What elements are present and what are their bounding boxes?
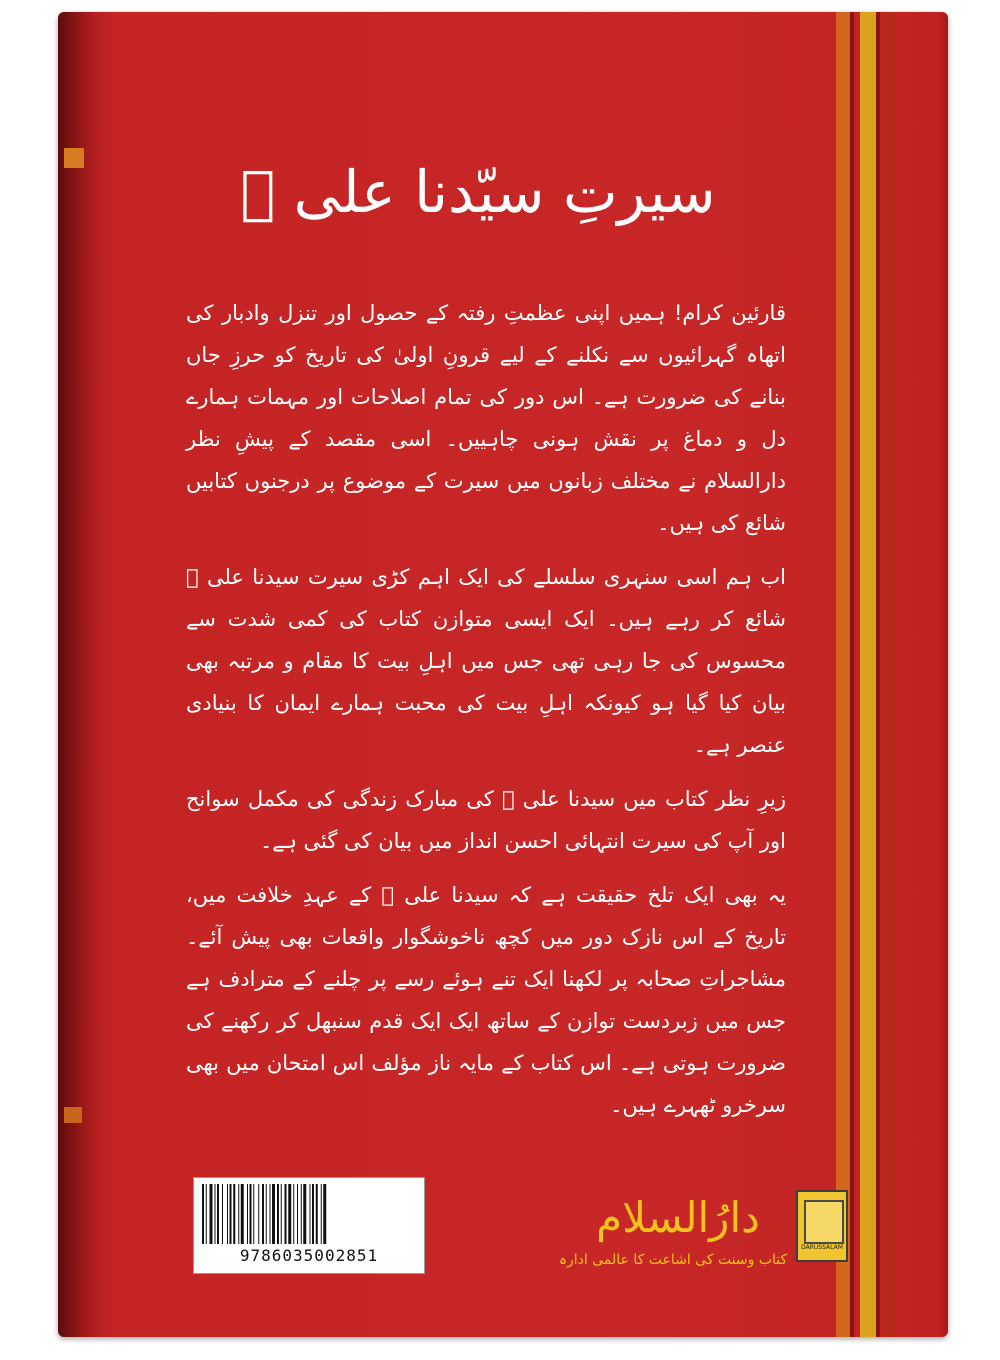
barcode-bar bbox=[206, 1184, 207, 1244]
book-title: سیرتِ سیّدنا علی ﷜ bbox=[240, 158, 716, 226]
barcode-bar bbox=[202, 1184, 204, 1244]
blurb-paragraph: یہ بھی ایک تلخ حقیقت ہے کہ سیدنا علی ﷜ کے عہدِ خلافت میں، تاریخ کے اس نازک دور میں کچھ ناخوشگوار واقعات بھی پیش آئے۔ مشاجراتِ صحابہ پر لکھنا ایک تنے ہوئے رسے پر چلنے کے مترادف ہے جس میں زبردست توازن کے ساتھ ایک ایک قدم سنبھل کر رکھنے کی ضرورت ہوتی ہے۔ اس کتاب کے مایہ ناز مؤلف اس امتحان میں بھی سرخرو ٹھہرے ہیں۔ bbox=[186, 883, 786, 1117]
decorative-stripe bbox=[876, 12, 880, 1337]
barcode-bar bbox=[253, 1184, 254, 1244]
blurb-paragraph: قارئین کرام! ہمیں اپنی عظمتِ رفتہ کے حصول اور تنزل وادبار کی اتھاہ گہرائیوں سے نکلنے کے لیے قرونِ اولیٰ کی تاریخ کو حرزِ جاں بنانے کی ضرورت ہے۔ اس دور کی تمام اصلاحات اور مہمات ہمارے دل و دماغ پر نقش ہونی چاہییں۔ اسی مقصد کے پیشِ نظر دارالسلام نے مختلف زبانوں میں سیرت کے موضوع پر درجنوں کتابیں شائع کی ہیں۔ bbox=[186, 301, 786, 535]
publisher-logo-icon bbox=[796, 1190, 848, 1262]
barcode-bar bbox=[215, 1184, 216, 1244]
barcode-bar bbox=[233, 1184, 235, 1244]
barcode-bar bbox=[293, 1184, 294, 1244]
decorative-stripe bbox=[884, 12, 896, 1337]
spine-shadow bbox=[58, 12, 98, 1337]
spine-band-lower bbox=[64, 1107, 82, 1123]
decorative-stripe bbox=[860, 12, 876, 1337]
barcode-bar bbox=[247, 1184, 248, 1244]
barcode-bar bbox=[262, 1184, 264, 1244]
spine-band bbox=[64, 148, 84, 168]
barcode-bar bbox=[321, 1184, 322, 1244]
barcode-bar bbox=[323, 1184, 326, 1244]
blurb bbox=[186, 292, 786, 1138]
barcode-bar bbox=[285, 1184, 287, 1244]
logo-emblem bbox=[804, 1200, 844, 1244]
barcode-bar bbox=[210, 1184, 213, 1244]
blurb-paragraph: اب ہم اسی سنہری سلسلے کی ایک اہم کڑی سیرت سیدنا علی ﷜ شائع کر رہے ہیں۔ ایک ایسی متوازن کتاب کی کمی شدت سے محسوس کی جا رہی تھی جس میں اہلِ بیت کا مقام و مرتبہ بھی بیان کیا گیا ہو کیونکہ اہلِ بیت کی محبت ہمارے ایمان کا بنیادی عنصر ہے۔ bbox=[186, 565, 786, 757]
barcode-bar bbox=[266, 1184, 267, 1244]
blurb-paragraph: زیرِ نظر کتاب میں سیدنا علی ﷜ کی مبارک زندگی کی مکمل سوانح اور آپ کی سیرت انتہائی احسن انداز میں بیان کی گئی ہے۔ bbox=[186, 787, 786, 853]
barcode-bar bbox=[222, 1184, 223, 1244]
barcode-bar bbox=[281, 1184, 282, 1244]
publisher-name: دارُالسلام bbox=[596, 1193, 760, 1242]
barcode-bar bbox=[301, 1184, 302, 1244]
barcode-bar bbox=[227, 1184, 228, 1244]
barcode-bar bbox=[288, 1184, 291, 1244]
barcode-bar bbox=[217, 1184, 219, 1244]
decorative-stripe bbox=[850, 12, 854, 1337]
barcode-bar bbox=[310, 1184, 311, 1244]
publisher-tagline: کتاب وسنت کی اشاعت کا عالمی ادارہ bbox=[558, 1252, 788, 1268]
barcode bbox=[193, 1177, 425, 1274]
barcode-bar bbox=[316, 1184, 318, 1244]
barcode-bar bbox=[277, 1184, 279, 1244]
barcode-bar bbox=[241, 1184, 244, 1244]
logo-text: DARUSSALAM bbox=[801, 1244, 843, 1251]
barcode-bar bbox=[272, 1184, 275, 1244]
barcode-bar bbox=[238, 1184, 239, 1244]
barcode-bars bbox=[200, 1184, 418, 1244]
barcode-bar bbox=[230, 1184, 232, 1244]
barcode-bar bbox=[303, 1184, 306, 1244]
book-back-cover bbox=[58, 12, 948, 1337]
barcode-bar bbox=[270, 1184, 271, 1244]
barcode-bar bbox=[250, 1184, 252, 1244]
barcode-bar bbox=[297, 1184, 298, 1244]
isbn-number: 9786035002851 bbox=[239, 1246, 379, 1265]
decorative-stripe bbox=[836, 12, 850, 1337]
barcode-bar bbox=[258, 1184, 259, 1244]
barcode-bar bbox=[312, 1184, 314, 1244]
